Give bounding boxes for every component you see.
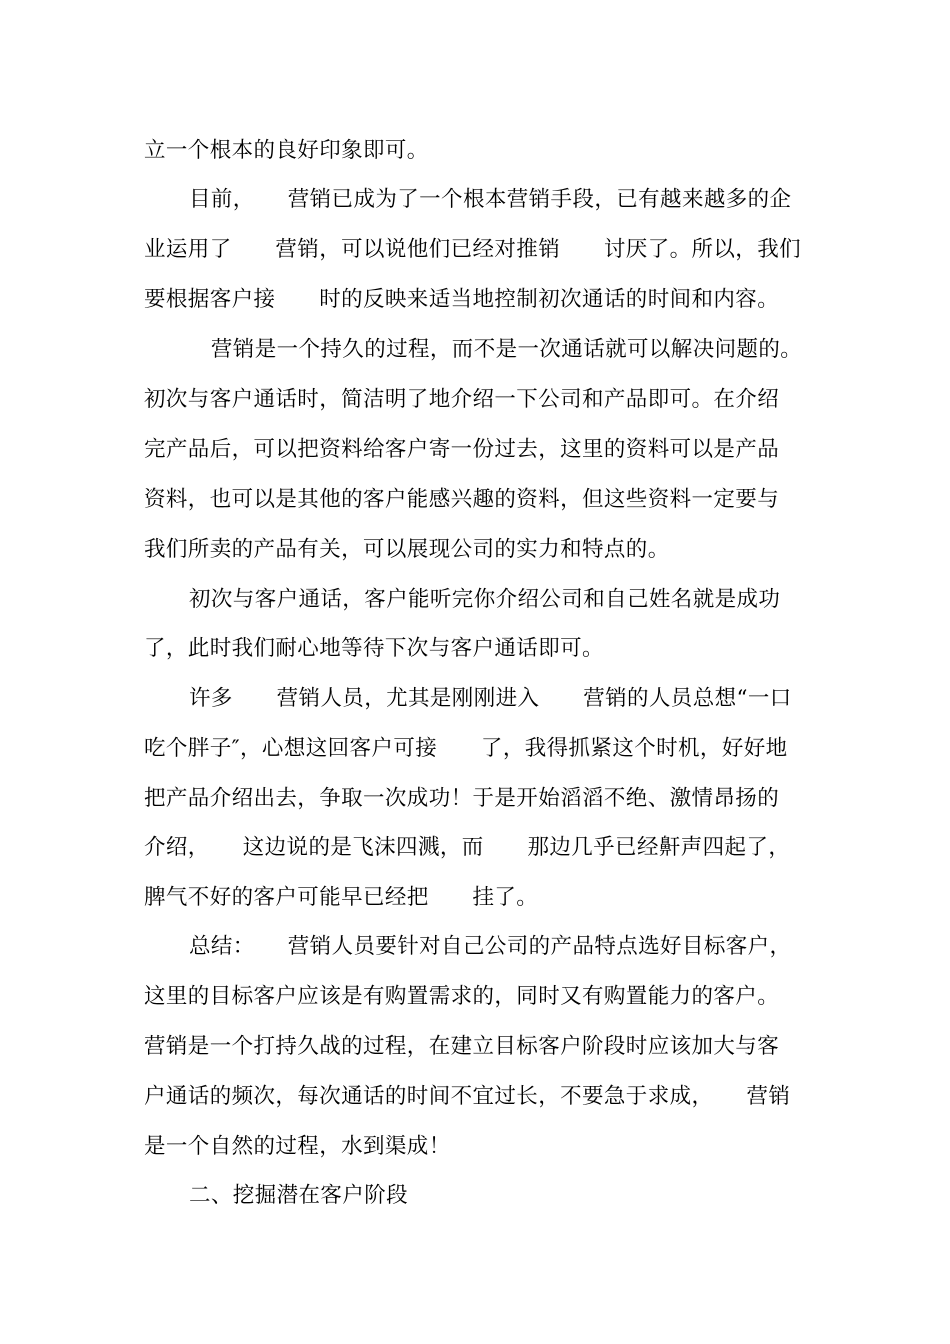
paragraph-start-line: 营销是一个持久的过程，而不是一次通话就可以解决问题的。 (189, 337, 803, 362)
text-line: 业运用了 营销，可以说他们已经对推销 讨厌了。所以，我们 (144, 237, 802, 262)
text-line: 这里的目标客户应该是有购置需求的，同时又有购置能力的客户。 (144, 984, 780, 1009)
paragraph-start-line: 总结： 营销人员要针对自己公司的产品特点选好目标客户， (189, 934, 792, 959)
text-line: 要根据客户接 时的反映来适当地控制初次通话的时间和内容。 (144, 287, 780, 312)
paragraph-start-line: 目前， 营销已成为了一个根本营销手段，已有越来越多的企 (189, 187, 792, 212)
text-line: 介绍， 这边说的是飞沫四溅，而 那边几乎已经鼾声四起了， (144, 835, 791, 860)
section-heading: 二、挖掘潜在客户阶段 (189, 1183, 409, 1208)
paragraph-start-line: 初次与客户通话，客户能听完你介绍公司和自己姓名就是成功 (189, 587, 781, 612)
text-line: 脾气不好的客户可能早已经把 挂了。 (144, 885, 539, 910)
text-line: 立一个根本的良好印象即可。 (144, 138, 429, 163)
text-line: 了，此时我们耐心地等待下次与客户通话即可。 (144, 636, 604, 661)
text-line: 营销是一个打持久战的过程，在建立目标客户阶段时应该加大与客 (144, 1034, 780, 1059)
text-line: 是一个自然的过程，水到渠成！ (144, 1134, 451, 1159)
text-line: 我们所卖的产品有关，可以展现公司的实力和特点的。 (144, 537, 670, 562)
text-line: 吃个胖子″，心想这回客户可接 了，我得抓紧这个时机，好好地 (144, 736, 788, 761)
text-line: 把产品介绍出去，争取一次成功！于是开始滔滔不绝、激情昂扬的 (144, 786, 780, 811)
paragraph-start-line: 许多 营销人员，尤其是刚刚进入 营销的人员总想“一口 (189, 686, 792, 711)
text-line: 资料，也可以是其他的客户能感兴趣的资料，但这些资料一定要与 (144, 487, 780, 512)
text-line: 初次与客户通话时，简洁明了地介绍一下公司和产品即可。在介绍 (144, 387, 780, 412)
text-line: 完产品后，可以把资料给客户寄一份过去，这里的资料可以是产品 (144, 437, 780, 462)
text-line: 户通话的频次，每次通话的时间不宜过长，不要急于求成， 营销 (144, 1084, 791, 1109)
